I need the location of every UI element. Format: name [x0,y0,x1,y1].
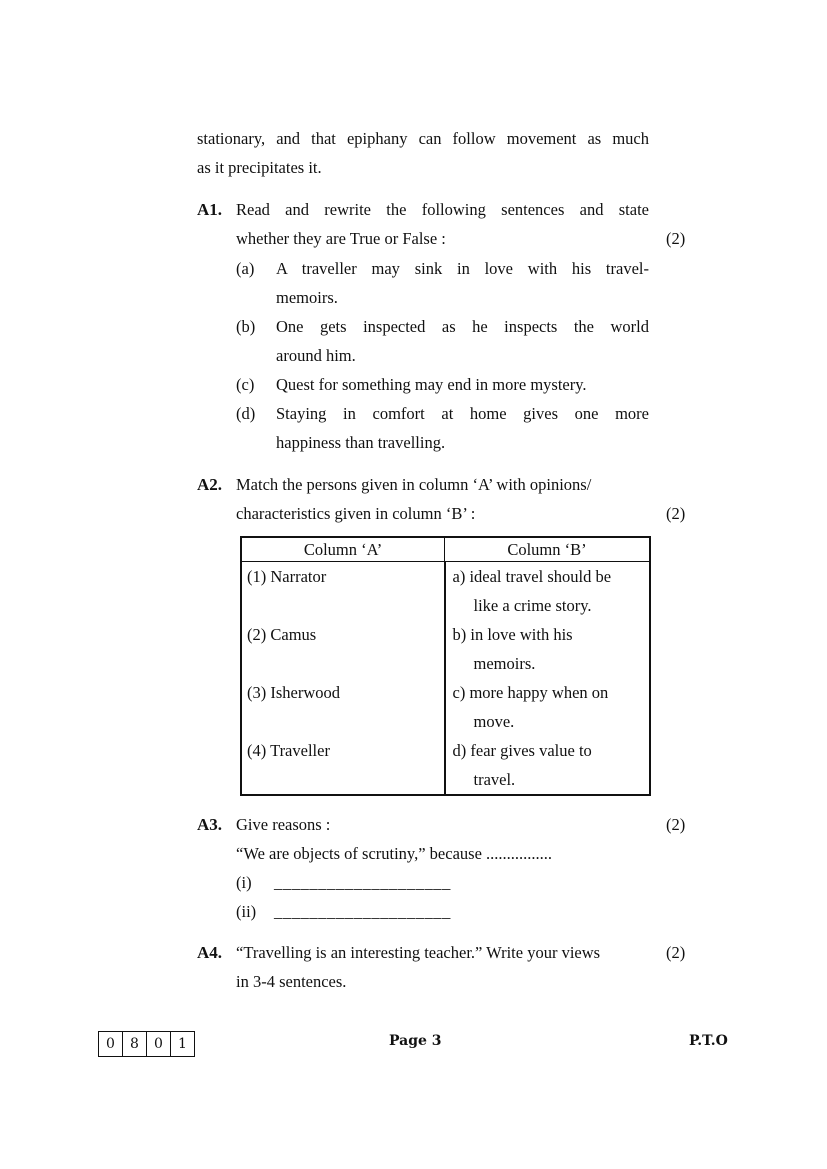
a1-item-a-line-1: A traveller may sink in love with his travel- [276,259,649,278]
question-a3-marks: (2) [666,815,686,834]
column-b-cell [445,620,651,678]
column-a-cell: (2) Camus [241,620,445,678]
column-b-cell [445,562,651,621]
a3-blank-i-label: (i) [236,873,252,892]
column-b-header: Column ‘B’ [445,537,651,562]
code-digit: 0 [147,1032,171,1056]
column-b-line-2: like a crime story. [473,596,592,615]
column-b-line-1: c) more happy when on [452,683,609,702]
column-b-line-2: travel. [473,770,516,789]
question-a4-marks: (2) [666,943,686,962]
code-digit: 8 [123,1032,147,1056]
paper-code-boxes [98,1031,195,1057]
a1-item-c-line-1: Quest for something may end in more mystery. [276,375,587,394]
match-table-header [241,537,650,562]
column-b-line-2: memoirs. [473,654,536,673]
table-row [241,562,650,621]
column-b-cell [445,736,651,795]
question-a2-line-1: Match the persons given in column ‘A’ with opinions/ [236,475,592,494]
table-row [241,678,650,736]
question-a3-line-1: Give reasons : [236,815,331,834]
a3-blank-ii-line: ____________________ [274,902,451,921]
question-a1-marks: (2) [666,229,686,248]
a1-item-d-label: (d) [236,404,256,423]
question-a3-number: A3. [197,815,223,834]
column-b-line-2: move. [473,712,515,731]
column-a-cell: (1) Narrator [241,562,445,621]
table-row [241,736,650,795]
page-number: Page 3 [389,1033,442,1049]
question-a1-number: A1. [197,200,223,219]
question-a1-line-2: whether they are True or False : [236,229,446,248]
intro-line-1: stationary, and that epiphany can follow movement as much [197,129,649,148]
question-a2-number: A2. [197,475,223,494]
column-b-line-1: d) fear gives value to [452,741,592,760]
column-b-line-1: a) ideal travel should be [452,567,612,586]
a1-item-a-line-2: memoirs. [276,288,338,307]
table-row [241,620,650,678]
a1-item-a-label: (a) [236,259,255,278]
a1-item-d-line-1: Staying in comfort at home gives one more [276,404,649,423]
column-a-cell: (4) Traveller [241,736,445,795]
code-digit: 1 [178,1036,187,1052]
intro-line-2: as it precipitates it. [197,158,322,177]
pto-label: P.T.O [689,1033,728,1049]
match-table [240,536,651,796]
a1-item-c-label: (c) [236,375,255,394]
a3-blank-i-line: ____________________ [274,873,451,892]
question-a4-line-2: in 3-4 sentences. [236,972,347,991]
code-digit: 0 [99,1032,123,1056]
question-a3-quote: “We are objects of scrutiny,” because ................ [236,844,553,863]
a1-item-b-label: (b) [236,317,256,336]
a1-item-d-line-2: happiness than travelling. [276,433,446,452]
question-a2-marks: (2) [666,504,686,523]
a1-item-b-line-2: around him. [276,346,356,365]
a3-blank-ii-label: (ii) [236,902,257,921]
question-a4-number: A4. [197,943,223,962]
question-a2-line-2: characteristics given in column ‘B’ : [236,504,476,523]
column-b-cell [445,678,651,736]
question-a4-line-1: “Travelling is an interesting teacher.” Write your views [236,943,601,962]
a1-item-b-line-1: One gets inspected as he inspects the world [276,317,649,336]
column-b-line-1: b) in love with his [452,625,573,644]
column-a-cell: (3) Isherwood [241,678,445,736]
question-a1-line-1: Read and rewrite the following sentences and state [236,200,649,219]
column-a-header: Column ‘A’ [241,537,445,562]
